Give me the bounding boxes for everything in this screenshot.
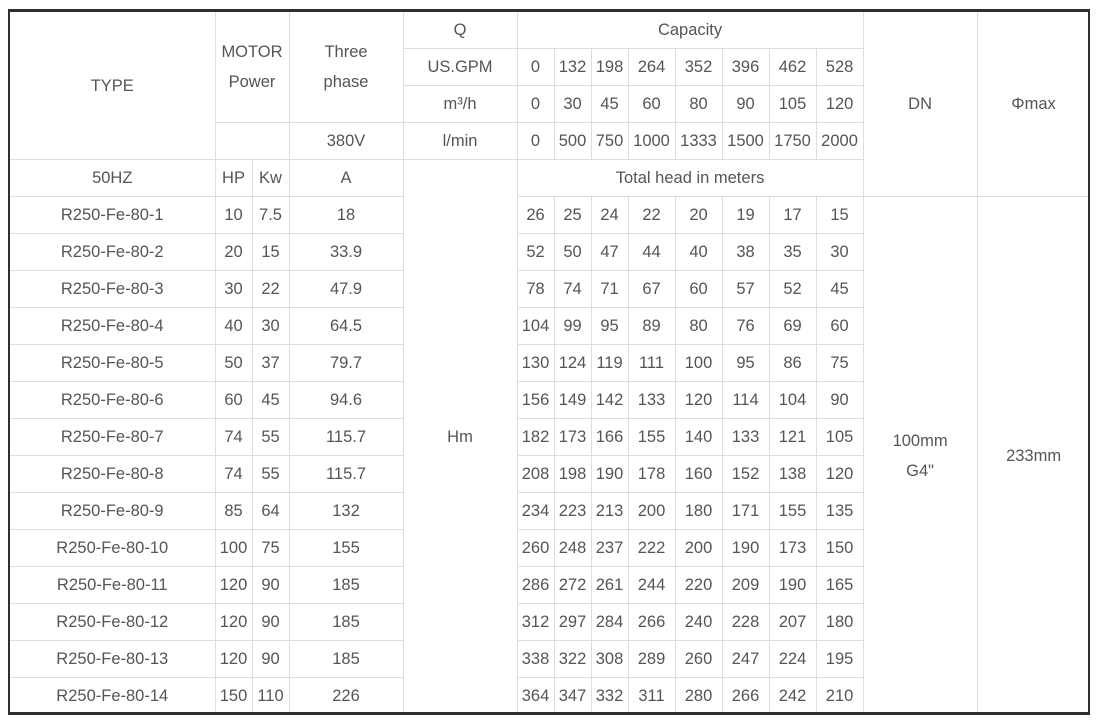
- hp-cell: 10: [215, 197, 252, 234]
- head-cell: 224: [769, 641, 816, 678]
- voltage-header: 380V: [289, 123, 403, 160]
- head-cell: 182: [517, 419, 554, 456]
- kw-cell: 7.5: [252, 197, 289, 234]
- head-cell: 297: [554, 604, 591, 641]
- head-cell: 130: [517, 345, 554, 382]
- head-cell: 210: [816, 678, 863, 715]
- head-cell: 52: [517, 234, 554, 271]
- m3h-cell: 45: [591, 86, 628, 123]
- usgpm-cell: 462: [769, 49, 816, 86]
- head-cell: 200: [675, 530, 722, 567]
- head-cell: 20: [675, 197, 722, 234]
- dn-value-line2: G4": [906, 461, 935, 480]
- head-cell: 234: [517, 493, 554, 530]
- head-cell: 178: [628, 456, 675, 493]
- kw-cell: 37: [252, 345, 289, 382]
- kw-cell: 75: [252, 530, 289, 567]
- head-cell: 95: [591, 308, 628, 345]
- kw-cell: 90: [252, 604, 289, 641]
- phase-header-line2: phase: [323, 73, 369, 91]
- lmin-cell: 0: [517, 123, 554, 160]
- head-cell: 67: [628, 271, 675, 308]
- head-cell: 19: [722, 197, 769, 234]
- usgpm-cell: 396: [722, 49, 769, 86]
- head-cell: 266: [722, 678, 769, 715]
- amp-cell: 79.7: [289, 345, 403, 382]
- phimax-header: Φmax: [977, 12, 1090, 197]
- head-cell: 80: [675, 308, 722, 345]
- head-cell: 17: [769, 197, 816, 234]
- head-cell: 138: [769, 456, 816, 493]
- three-phase-header: [289, 12, 403, 123]
- head-cell: 200: [628, 493, 675, 530]
- head-cell: 133: [722, 419, 769, 456]
- amp-cell: 185: [289, 641, 403, 678]
- head-cell: 171: [722, 493, 769, 530]
- lmin-label: l/min: [403, 123, 517, 160]
- head-cell: 24: [591, 197, 628, 234]
- amp-cell: 185: [289, 567, 403, 604]
- type-cell: R250-Fe-80-10: [10, 530, 215, 567]
- head-cell: 244: [628, 567, 675, 604]
- head-cell: 100: [675, 345, 722, 382]
- hp-cell: 120: [215, 567, 252, 604]
- head-cell: 165: [816, 567, 863, 604]
- head-cell: 71: [591, 271, 628, 308]
- head-cell: 220: [675, 567, 722, 604]
- head-cell: 190: [769, 567, 816, 604]
- head-cell: 120: [675, 382, 722, 419]
- type-cell: R250-Fe-80-2: [10, 234, 215, 271]
- head-cell: 240: [675, 604, 722, 641]
- head-cell: 119: [591, 345, 628, 382]
- amp-header: A: [289, 160, 403, 197]
- m3h-cell: 105: [769, 86, 816, 123]
- usgpm-cell: 198: [591, 49, 628, 86]
- head-cell: 152: [722, 456, 769, 493]
- head-cell: 364: [517, 678, 554, 715]
- hz-header: 50HZ: [10, 160, 215, 197]
- motor-header-line2: Power: [228, 73, 276, 91]
- dn-header: DN: [863, 12, 977, 197]
- pump-spec-table: [10, 12, 1090, 715]
- head-cell: 155: [769, 493, 816, 530]
- head-cell: 149: [554, 382, 591, 419]
- head-cell: 347: [554, 678, 591, 715]
- head-cell: 60: [816, 308, 863, 345]
- hp-cell: 120: [215, 641, 252, 678]
- kw-cell: 15: [252, 234, 289, 271]
- head-cell: 78: [517, 271, 554, 308]
- head-cell: 272: [554, 567, 591, 604]
- head-cell: 198: [554, 456, 591, 493]
- head-cell: 142: [591, 382, 628, 419]
- head-cell: 284: [591, 604, 628, 641]
- lmin-cell: 1333: [675, 123, 722, 160]
- head-cell: 195: [816, 641, 863, 678]
- type-cell: R250-Fe-80-7: [10, 419, 215, 456]
- head-cell: 260: [517, 530, 554, 567]
- head-cell: 76: [722, 308, 769, 345]
- head-cell: 286: [517, 567, 554, 604]
- amp-cell: 185: [289, 604, 403, 641]
- head-cell: 237: [591, 530, 628, 567]
- lmin-cell: 500: [554, 123, 591, 160]
- type-header: TYPE: [10, 12, 215, 160]
- head-cell: 52: [769, 271, 816, 308]
- kw-cell: 64: [252, 493, 289, 530]
- head-cell: 289: [628, 641, 675, 678]
- type-cell: R250-Fe-80-3: [10, 271, 215, 308]
- head-cell: 173: [769, 530, 816, 567]
- hm-label: Hm: [403, 160, 517, 715]
- motor-blank-cell: [215, 123, 289, 160]
- hp-cell: 100: [215, 530, 252, 567]
- head-cell: 75: [816, 345, 863, 382]
- head-cell: 40: [675, 234, 722, 271]
- q-header: Q: [403, 12, 517, 49]
- head-cell: 223: [554, 493, 591, 530]
- hp-cell: 120: [215, 604, 252, 641]
- usgpm-cell: 0: [517, 49, 554, 86]
- head-cell: 26: [517, 197, 554, 234]
- dn-value: [863, 197, 977, 715]
- head-cell: 120: [816, 456, 863, 493]
- m3h-cell: 80: [675, 86, 722, 123]
- head-cell: 155: [628, 419, 675, 456]
- head-cell: 338: [517, 641, 554, 678]
- hp-cell: 30: [215, 271, 252, 308]
- head-cell: 308: [591, 641, 628, 678]
- kw-cell: 45: [252, 382, 289, 419]
- kw-cell: 90: [252, 641, 289, 678]
- header-row-q: [10, 12, 1090, 49]
- amp-cell: 33.9: [289, 234, 403, 271]
- head-cell: 15: [816, 197, 863, 234]
- type-cell: R250-Fe-80-12: [10, 604, 215, 641]
- usgpm-cell: 352: [675, 49, 722, 86]
- hp-header: HP: [215, 160, 252, 197]
- head-cell: 74: [554, 271, 591, 308]
- hp-cell: 85: [215, 493, 252, 530]
- head-cell: 190: [591, 456, 628, 493]
- kw-cell: 110: [252, 678, 289, 715]
- dn-value-line1: 100mm: [892, 431, 948, 450]
- m3h-cell: 30: [554, 86, 591, 123]
- head-cell: 222: [628, 530, 675, 567]
- hp-cell: 74: [215, 456, 252, 493]
- table-frame: [8, 9, 1090, 715]
- head-cell: 124: [554, 345, 591, 382]
- motor-power-header: [215, 12, 289, 123]
- type-cell: R250-Fe-80-11: [10, 567, 215, 604]
- kw-cell: 22: [252, 271, 289, 308]
- head-cell: 208: [517, 456, 554, 493]
- kw-cell: 30: [252, 308, 289, 345]
- lmin-cell: 1500: [722, 123, 769, 160]
- head-cell: 60: [675, 271, 722, 308]
- type-cell: R250-Fe-80-13: [10, 641, 215, 678]
- head-cell: 150: [816, 530, 863, 567]
- head-cell: 30: [816, 234, 863, 271]
- head-cell: 95: [722, 345, 769, 382]
- motor-header-line1: MOTOR: [221, 43, 283, 61]
- head-cell: 261: [591, 567, 628, 604]
- m3h-cell: 0: [517, 86, 554, 123]
- kw-header: Kw: [252, 160, 289, 197]
- type-cell: R250-Fe-80-8: [10, 456, 215, 493]
- amp-cell: 64.5: [289, 308, 403, 345]
- usgpm-cell: 528: [816, 49, 863, 86]
- hp-cell: 20: [215, 234, 252, 271]
- type-cell: R250-Fe-80-14: [10, 678, 215, 715]
- hp-cell: 40: [215, 308, 252, 345]
- head-cell: 311: [628, 678, 675, 715]
- amp-cell: 115.7: [289, 456, 403, 493]
- head-cell: 89: [628, 308, 675, 345]
- kw-cell: 90: [252, 567, 289, 604]
- m3h-cell: 90: [722, 86, 769, 123]
- head-cell: 47: [591, 234, 628, 271]
- table-row: [10, 197, 1090, 234]
- head-cell: 133: [628, 382, 675, 419]
- head-cell: 260: [675, 641, 722, 678]
- usgpm-cell: 132: [554, 49, 591, 86]
- phimax-value: 233mm: [977, 197, 1090, 715]
- usgpm-label: US.GPM: [403, 49, 517, 86]
- capacity-header: Capacity: [517, 12, 863, 49]
- head-cell: 35: [769, 234, 816, 271]
- amp-cell: 132: [289, 493, 403, 530]
- type-cell: R250-Fe-80-4: [10, 308, 215, 345]
- head-cell: 90: [816, 382, 863, 419]
- head-cell: 140: [675, 419, 722, 456]
- head-cell: 111: [628, 345, 675, 382]
- amp-cell: 94.6: [289, 382, 403, 419]
- head-cell: 247: [722, 641, 769, 678]
- amp-cell: 18: [289, 197, 403, 234]
- amp-cell: 115.7: [289, 419, 403, 456]
- head-cell: 69: [769, 308, 816, 345]
- head-cell: 209: [722, 567, 769, 604]
- head-cell: 135: [816, 493, 863, 530]
- hp-cell: 74: [215, 419, 252, 456]
- head-cell: 332: [591, 678, 628, 715]
- head-cell: 44: [628, 234, 675, 271]
- head-cell: 280: [675, 678, 722, 715]
- head-cell: 104: [769, 382, 816, 419]
- type-cell: R250-Fe-80-5: [10, 345, 215, 382]
- head-cell: 173: [554, 419, 591, 456]
- head-cell: 156: [517, 382, 554, 419]
- type-cell: R250-Fe-80-9: [10, 493, 215, 530]
- kw-cell: 55: [252, 456, 289, 493]
- head-cell: 248: [554, 530, 591, 567]
- lmin-cell: 2000: [816, 123, 863, 160]
- head-cell: 45: [816, 271, 863, 308]
- type-cell: R250-Fe-80-1: [10, 197, 215, 234]
- head-cell: 190: [722, 530, 769, 567]
- head-cell: 104: [517, 308, 554, 345]
- usgpm-cell: 264: [628, 49, 675, 86]
- hp-cell: 60: [215, 382, 252, 419]
- head-cell: 160: [675, 456, 722, 493]
- lmin-cell: 1000: [628, 123, 675, 160]
- head-cell: 266: [628, 604, 675, 641]
- head-cell: 114: [722, 382, 769, 419]
- amp-cell: 155: [289, 530, 403, 567]
- head-cell: 242: [769, 678, 816, 715]
- head-cell: 180: [816, 604, 863, 641]
- kw-cell: 55: [252, 419, 289, 456]
- head-cell: 22: [628, 197, 675, 234]
- head-cell: 50: [554, 234, 591, 271]
- head-cell: 166: [591, 419, 628, 456]
- head-cell: 207: [769, 604, 816, 641]
- head-cell: 86: [769, 345, 816, 382]
- head-cell: 99: [554, 308, 591, 345]
- head-cell: 105: [816, 419, 863, 456]
- head-cell: 228: [722, 604, 769, 641]
- head-cell: 312: [517, 604, 554, 641]
- head-cell: 25: [554, 197, 591, 234]
- head-cell: 213: [591, 493, 628, 530]
- m3h-label: m³/h: [403, 86, 517, 123]
- amp-cell: 47.9: [289, 271, 403, 308]
- amp-cell: 226: [289, 678, 403, 715]
- hp-cell: 150: [215, 678, 252, 715]
- head-cell: 322: [554, 641, 591, 678]
- head-cell: 180: [675, 493, 722, 530]
- head-cell: 121: [769, 419, 816, 456]
- type-cell: R250-Fe-80-6: [10, 382, 215, 419]
- lmin-cell: 750: [591, 123, 628, 160]
- phase-header-line1: Three: [324, 43, 368, 61]
- total-head-header: Total head in meters: [517, 160, 863, 197]
- lmin-cell: 1750: [769, 123, 816, 160]
- hp-cell: 50: [215, 345, 252, 382]
- head-cell: 57: [722, 271, 769, 308]
- m3h-cell: 120: [816, 86, 863, 123]
- head-cell: 38: [722, 234, 769, 271]
- m3h-cell: 60: [628, 86, 675, 123]
